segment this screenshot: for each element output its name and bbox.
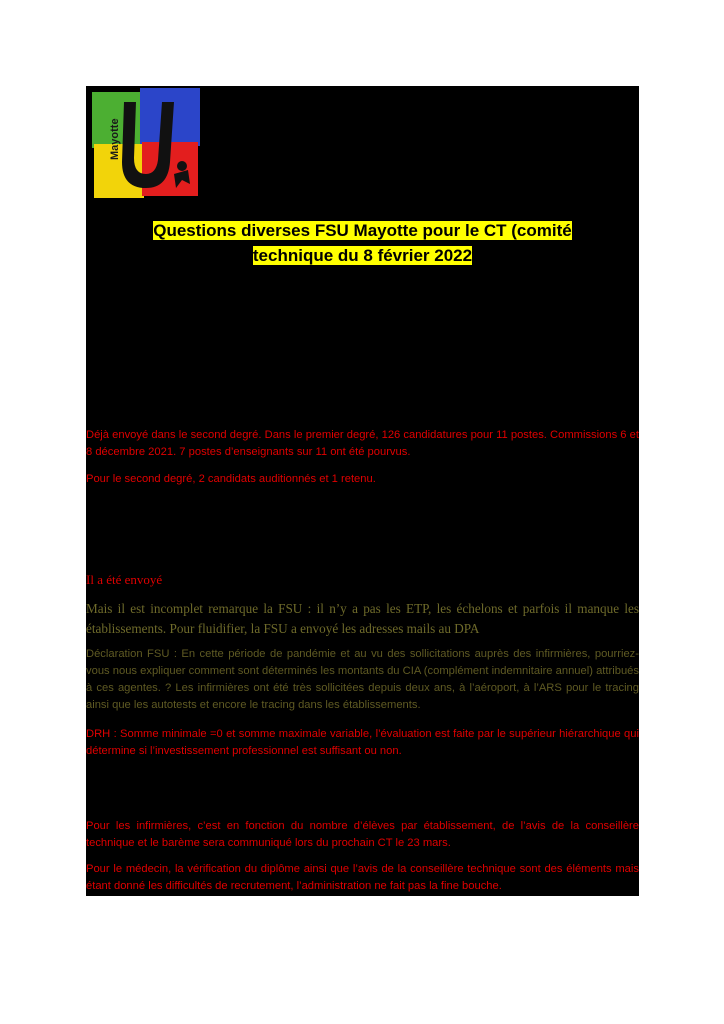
paragraph-nurses: Pour les infirmières, c’est en fonction du nombre d’élèves par établissement, de l’avis de la conseillère technique et le barème sera communiqué lors du prochain CT le 23 mars. <box>86 820 639 849</box>
paragraph-incomplete: Mais il est incomplet remarque la FSU : il n’y a pas les ETP, les échelons et parfois il manque les établissements. Pour fluidifier, la FSU a envoyé les adresses mails au DPA <box>86 601 639 636</box>
title-line-1: Questions diverses FSU Mayotte pour le CT (comité <box>153 221 572 240</box>
logo-text: Mayotte <box>109 118 121 160</box>
fsu-mayotte-logo <box>90 88 202 200</box>
paragraph-doctor: Pour le médecin, la vérification du diplôme ainsi que l’avis de la conseillère technique sont des éléments mais étant donné les difficultés de recrutement, l’administration ne fait pas la fine bouche. <box>86 863 639 892</box>
paragraph-declaration: Déclaration FSU : En cette période de pandémie et au vu des sollicitations auprès des infirmières, pourriez-vous nous expliquer comment sont déterminés les montants du CIA (complément indemnitaire annuel) attribués à ces agentes. ? Les infirmières ont été très sollicitées depuis deux ans, à l’aéroport, à l’ARS pour le tracing ainsi que les autotests et encore le tracing dans les établissements. <box>86 648 639 711</box>
document-page <box>86 86 639 896</box>
paragraph-second-degree: Pour le second degré, 2 candidats auditionnés et 1 retenu. <box>86 473 376 485</box>
paragraph-sent: Il a été envoyé <box>86 572 163 587</box>
paragraph-recruitment: Déjà envoyé dans le second degré. Dans le premier degré, 126 candidatures pour 11 postes. Commissions 6 et 8 décembre 2021. 7 postes d’enseignants sur 11 ont été pourvus. <box>86 429 639 458</box>
paragraph-drh: DRH : Somme minimale =0 et somme maximale variable, l’évaluation est faite par le supérieur hiérarchique qui détermine si l’investissement professionnel est suffisant ou non. <box>86 728 639 757</box>
page-title <box>86 218 639 268</box>
logo-figure-head <box>177 161 187 171</box>
title-line-2: technique du 8 février 2022 <box>252 246 473 265</box>
